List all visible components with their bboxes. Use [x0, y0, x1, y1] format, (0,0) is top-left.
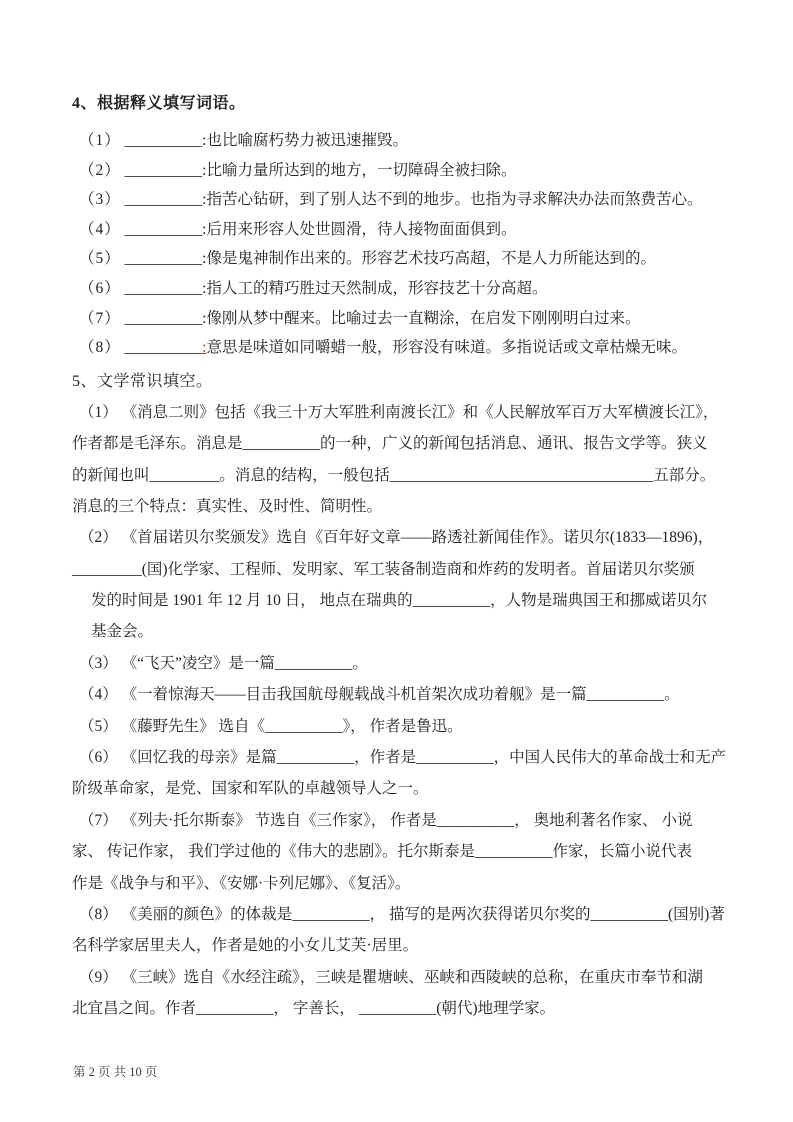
definition-item-2 [72, 156, 740, 186]
definition-text: 像刚从梦中醒来。比喻过去一直糊涂，在启发下刚刚明白过来。 [206, 309, 641, 327]
fill-blank[interactable]: __________ [124, 279, 203, 297]
fill-blank[interactable]: __________ [124, 191, 203, 209]
definition-item-8 [72, 333, 740, 363]
literature-item-1-line-3: 的新闻也叫_________。消息的结构，一般包括__________________________________五部分。 [72, 466, 716, 484]
definition-item-3 [72, 185, 740, 215]
definition-text: 指人工的精巧胜过天然制成，形容技艺十分高超。 [206, 279, 548, 297]
literature-item-5-line-1: （5） 《藤野先生》 选自《__________》， 作者是鲁迅。 [79, 717, 463, 735]
colon: : [202, 161, 207, 179]
literature-item-4-line-1: （4） 《一着惊海天——目击我国航母舰载战斗机首架次成功着舰》是一篇__________。 [79, 686, 680, 704]
fill-blank[interactable]: __________ [124, 220, 203, 238]
definition-item-4 [72, 215, 740, 245]
literature-item-2-line-1: （2） 《首届诺贝尔奖颁发》选自《百年好文章——路透社新闻佳作》。诺贝尔(1833—1896)， [79, 529, 714, 547]
page-footer: 第 2 页 共 10 页 [73, 1065, 158, 1079]
definition-text: 意思是味道如同嚼蜡一般，形容没有味道。多指说话或文章枯燥无味。 [206, 339, 687, 357]
literature-item-1-line-1: （1） 《消息二则》包括《我三十万大军胜利南渡长江》和《人民解放军百万大军横渡长江》， [79, 403, 719, 421]
literature-item-7-line-3: 作是《战争与和平》、《安娜·卡列尼娜》、《复活》。 [72, 874, 411, 892]
definition-item-6 [72, 274, 740, 304]
literature-item-8-line-2: 名科学家居里夫人，作者是她的小女儿艾芙·居里。 [72, 937, 419, 955]
item-number: （2） [79, 161, 121, 179]
literature-item-9-line-2: 北宜昌之间。作者__________， 字善长， __________(朝代)地理学家。 [72, 1000, 556, 1018]
definition-item-1 [72, 126, 740, 156]
fill-blank[interactable]: __________ [124, 339, 203, 357]
item-number: （7） [79, 309, 121, 327]
red-colon: : [202, 339, 207, 357]
colon: : [202, 309, 207, 327]
literature-item-2-line-4: 基金会。 [91, 623, 154, 641]
item-number: （5） [79, 250, 121, 268]
fill-blank[interactable]: __________ [124, 309, 203, 327]
fill-blank[interactable]: __________ [124, 250, 203, 268]
page-content [72, 90, 740, 1025]
fill-blank[interactable]: __________ [124, 132, 203, 149]
literature-item-1-line-2: 作者都是毛泽东。消息是__________的一种，广义的新闻包括消息、通讯、报告文学等。狭义 [72, 435, 708, 453]
definition-text: 指苦心钻研，到了别人达不到的地步。也指为寻求解决办法而煞费苦心。 [206, 191, 703, 209]
definition-text: 后用来形容人处世圆滑，待人接物面面俱到。 [206, 220, 517, 238]
item-number: （8） [79, 339, 121, 357]
fill-blank[interactable]: __________ [124, 161, 203, 179]
literature-item-2-line-3: 发的时间是 1901 年 12 月 10 日， 地点在瑞典的__________，人物是瑞典国王和挪威诺贝尔 [91, 592, 708, 610]
item-number: （3） [79, 191, 121, 209]
literature-item-2-line-2: _________(国)化学家、工程师、发明家、军工装备制造商和炸药的发明者。首届诺贝尔奖颁 [72, 560, 695, 578]
definition-item-5 [72, 244, 740, 274]
definition-item-7 [72, 304, 740, 334]
section-5-heading: 5、文学常识填空。 [72, 372, 213, 390]
literature-item-7-line-1: （7） 《列夫·托尔斯泰》 节选自《三作家》， 作者是__________， 奥地利著名作家、 小说 [79, 811, 693, 829]
literature-item-6-line-2: 阶级革命家，是党、国家和军队的卓越领导人之一。 [72, 780, 429, 798]
literature-item-3-line-1: （3） 《“飞天”凌空》是一篇__________。 [79, 654, 368, 672]
literature-item-9-line-1: （9） 《三峡》选自《水经注疏》，三峡是瞿塘峡、巫峡和西陵峡的总称，在重庆市奉节和湖 [79, 968, 703, 986]
literature-item-1-line-4: 消息的三个特点：真实性、及时性、简明性。 [72, 497, 383, 515]
colon: : [202, 279, 207, 297]
colon: : [202, 132, 207, 149]
item-number: （1） [79, 132, 121, 149]
literature-item-6-line-1: （6） 《回忆我的母亲》是篇__________，作者是__________，中国人民伟大的革命战士和无产 [79, 749, 727, 767]
colon: : [202, 191, 207, 209]
definition-text: 像是鬼神制作出来的。形容艺术技巧高超，不是人力所能达到的。 [206, 250, 656, 268]
colon: : [202, 250, 207, 268]
literature-item-8-line-1: （8） 《美丽的颜色》的体裁是__________， 描写的是两次获得诺贝尔奖的__________(国别)著 [79, 906, 725, 923]
section-4-heading: 4、根据释义填写词语。 [72, 95, 246, 112]
section-5-literature-list [72, 397, 740, 1025]
item-number: （6） [79, 279, 121, 297]
definition-text: 也比喻腐朽势力被迅速摧毁。 [206, 132, 408, 149]
literature-item-7-line-2: 家、 传记作家， 我们学过他的《伟大的悲剧》。托尔斯泰是__________作家，长篇小说代表 [72, 843, 693, 861]
colon: : [202, 220, 207, 238]
definition-text: 比喻力量所达到的地方，一切障碍全被扫除。 [206, 161, 517, 179]
item-number: （4） [79, 220, 121, 238]
section-4-definition-list [72, 126, 740, 363]
